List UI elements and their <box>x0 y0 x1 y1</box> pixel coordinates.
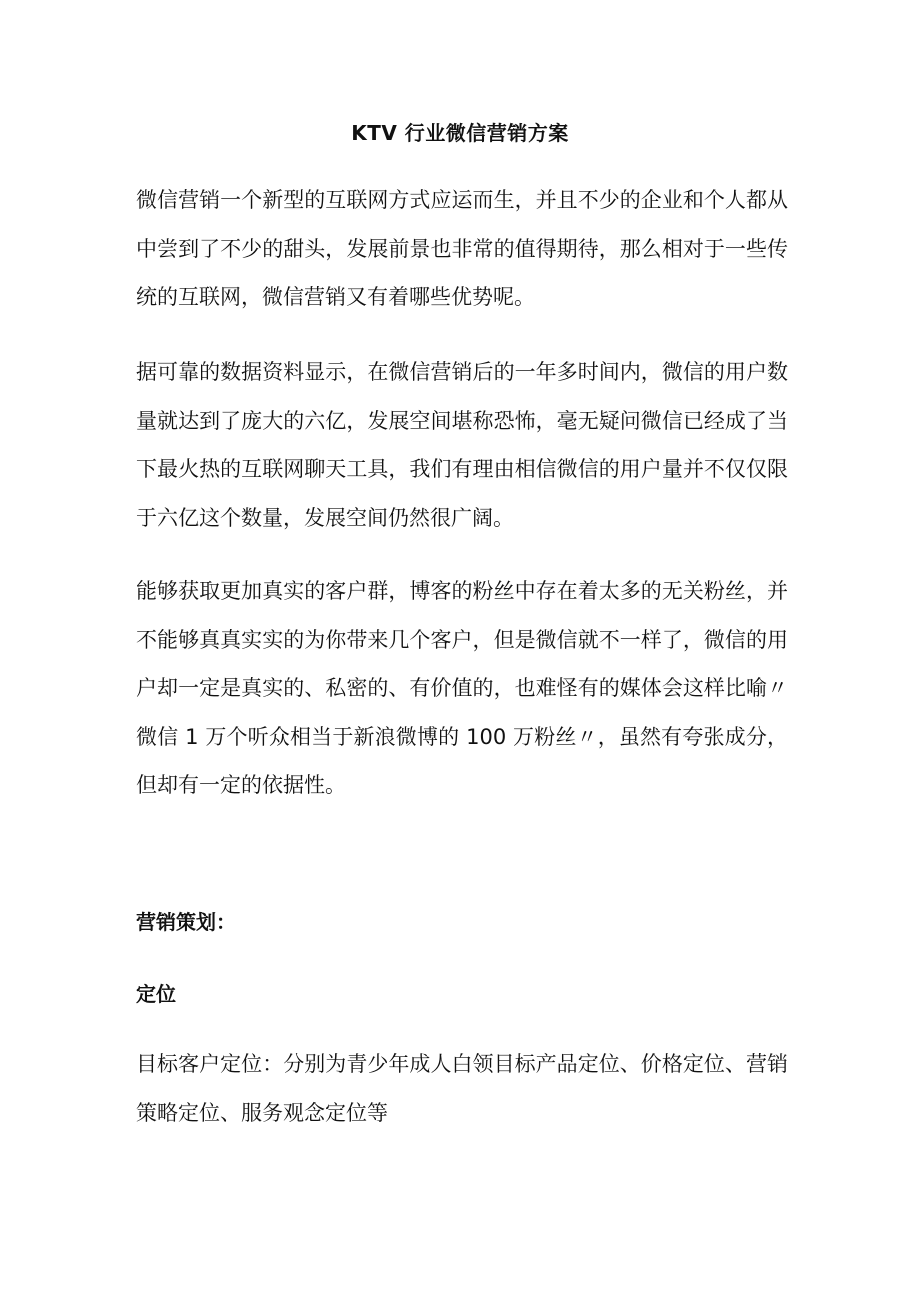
subsection-heading-positioning: 定位 <box>136 982 176 1006</box>
paragraph-positioning: 目标客户定位：分别为青少年成人白领目标产品定位、价格定位、营销策略定位、服务观念定位等 <box>136 1052 788 1125</box>
paragraph-real-customers: 能够获取更加真实的客户群，博客的粉丝中存在着太多的无关粉丝，并不能够真真实实的为你带来几个客户，但是微信就不一样了，微信的用户却一定是真实的、私密的、有价值的，也难怪有的媒体会这样比喻〃微信 1 万个听众相当于新浪微博的 100 万粉丝〃，虽然有夸张成分，但却有一定的依据性。 <box>136 579 788 797</box>
section-heading-marketing-plan: 营销策划： <box>136 910 236 934</box>
paragraph-intro: 微信营销一个新型的互联网方式应运而生，并且不少的企业和个人都从中尝到了不少的甜头，发展前景也非常的值得期待，那么相对于一些传统的互联网，微信营销又有着哪些优势呢。 <box>136 188 788 309</box>
document-title: KTV 行业微信营销方案 <box>351 121 569 145</box>
paragraph-user-data: 据可靠的数据资料显示，在微信营销后的一年多时间内，微信的用户数量就达到了庞大的六亿，发展空间堪称恐怖，毫无疑问微信已经成了当下最火热的互联网聊天工具，我们有理由相信微信的用户量并不仅仅限于六亿这个数量，发展空间仍然很广阔。 <box>136 360 788 530</box>
